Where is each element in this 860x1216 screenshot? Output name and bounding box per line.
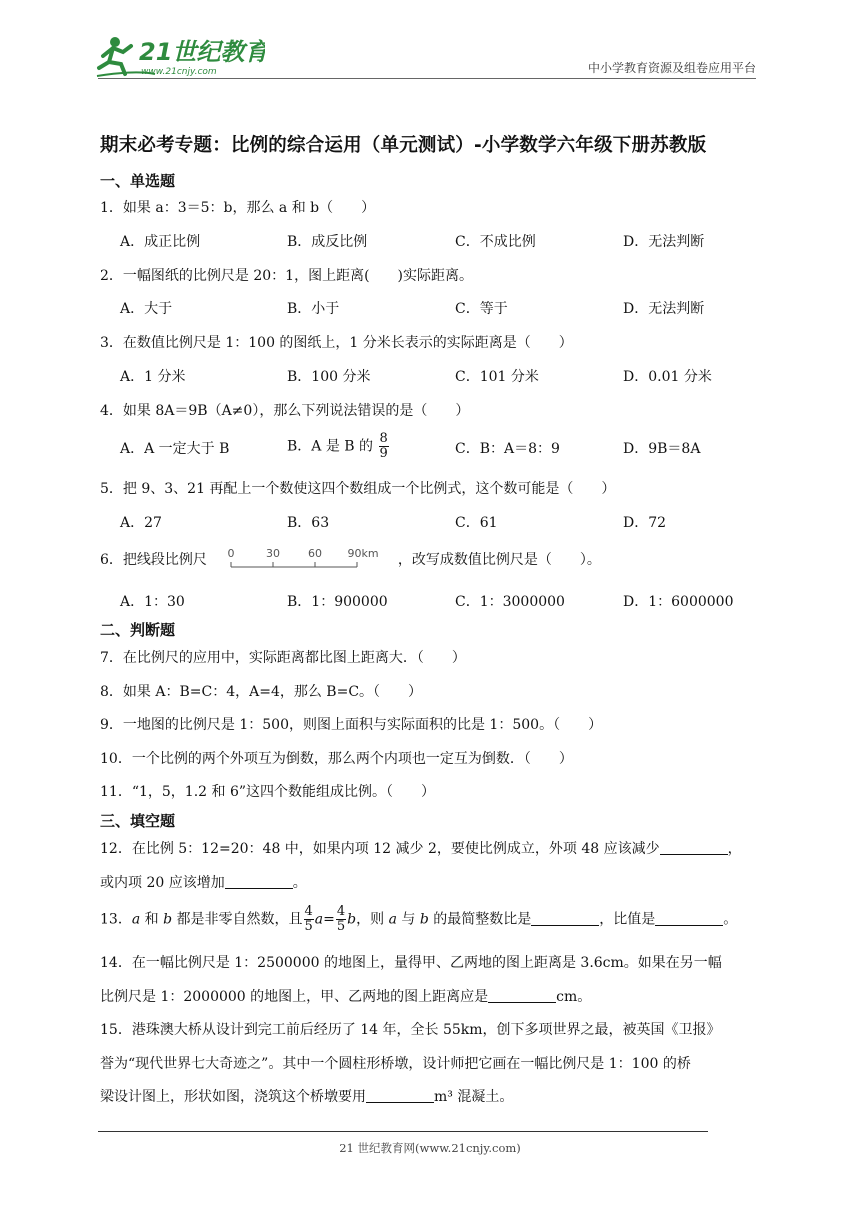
equals-sign: = xyxy=(323,911,335,928)
var-b: b xyxy=(347,911,357,928)
fraction xyxy=(379,432,389,461)
section-heading-single-choice: 一、单选题 xyxy=(100,172,176,190)
header-divider xyxy=(98,78,756,79)
q12-text-2: 或内项 20 应该增加 xyxy=(100,875,225,891)
q12-punct: ， xyxy=(727,841,742,857)
question-14-line-2 xyxy=(100,986,591,1006)
q3-option-d: D．0.01 分米 xyxy=(623,369,712,385)
fraction xyxy=(304,905,314,934)
answer-blank[interactable] xyxy=(655,911,723,926)
q3-option-b: B．100 分米 xyxy=(287,369,371,385)
q2-option-d: D．无法判断 xyxy=(623,301,705,317)
question-11: 11．“1，5，1.2 和 6”这四个数能组成比例。（ ） xyxy=(100,784,436,800)
fraction-numerator: 4 xyxy=(336,904,346,919)
question-15-line-3 xyxy=(100,1086,513,1106)
fraction-numerator: 8 xyxy=(379,431,388,446)
question-8: 8．如果 A：B=C：4，A=4，那么 B=C。（ ） xyxy=(100,684,423,700)
scale-label-30: 30 xyxy=(266,547,281,560)
fraction-denominator: 5 xyxy=(336,919,346,934)
q1-option-d: D．无法判断 xyxy=(623,234,705,250)
section-heading-fill-blank: 三、填空题 xyxy=(100,812,176,830)
q6-option-d: D．1：6000000 xyxy=(623,594,734,610)
q12-punct-2: 。 xyxy=(292,875,307,891)
question-3: 3．在数值比例尺是 1：100 的图纸上，1 分米长表示的实际距离是（ ） xyxy=(100,335,573,351)
question-9: 9．一地图的比例尺是 1：500，则图上面积与实际面积的比是 1：500。（ ） xyxy=(100,717,603,733)
q14-unit: cm。 xyxy=(556,989,592,1005)
q1-option-b: B．成反比例 xyxy=(287,234,368,250)
question-15-line-2: 誉为“现代世界七大奇迹之”。其中一个圆柱形桥墩，设计师把它画在一幅比例尺是 1：100 的桥 xyxy=(100,1056,691,1072)
var-a: a xyxy=(131,911,141,928)
question-12-line-1 xyxy=(100,838,742,858)
section-heading-true-false: 二、判断题 xyxy=(100,621,176,639)
answer-blank[interactable] xyxy=(225,874,293,889)
question-4: 4．如果 8A＝9B（A≠0），那么下列说法错误的是（ ） xyxy=(100,403,470,419)
fraction-denominator: 9 xyxy=(379,446,388,461)
question-13 xyxy=(100,905,737,934)
answer-blank[interactable] xyxy=(488,988,556,1003)
fraction xyxy=(336,905,346,934)
q15-unit: m³ 混凝土。 xyxy=(434,1089,514,1105)
q6-option-a: A．1：30 xyxy=(120,594,185,610)
q4-option-a: A．A 一定大于 B xyxy=(120,441,230,457)
q13-text: ，则 xyxy=(356,911,389,928)
question-12-line-2 xyxy=(100,872,307,892)
question-10: 10．一个比例的两个外项互为倒数，那么两个内项也一定互为倒数．（ ） xyxy=(100,751,573,767)
question-5: 5．把 9、3、21 再配上一个数使这四个数组成一个比例式，这个数可能是（ ） xyxy=(100,481,616,497)
q5-option-a: A．27 xyxy=(120,515,162,531)
question-14-line-1: 14．在一幅比例尺是 1：2500000 的地图上，量得甲、乙两地的图上距离是 3.6cm。如果在另一幅 xyxy=(100,955,722,971)
q5-option-d: D．72 xyxy=(623,515,667,531)
platform-label: 中小学教育资源及组卷应用平台 xyxy=(587,61,756,75)
q1-option-a: A．成正比例 xyxy=(120,234,201,250)
q13-text: 与 xyxy=(396,911,420,928)
page-title: 期末必考专题：比例的综合运用（单元测试）-小学数学六年级下册苏教版 xyxy=(100,135,707,156)
q2-option-a: A．大于 xyxy=(120,301,173,317)
q12-text: 12．在比例 5：12=20：48 中，如果内项 12 减少 2，要使比例成立，外项 48 应该减少 xyxy=(100,841,660,857)
q14-text-2: 比例尺是 1：2000000 的地图上，甲、乙两地的图上距离应是 xyxy=(100,989,489,1005)
fraction-denominator: 5 xyxy=(304,919,313,934)
answer-blank[interactable] xyxy=(660,840,728,855)
footer-text: 21 世纪教育网(www.21cnjy.com) xyxy=(339,1141,521,1155)
fraction-numerator: 4 xyxy=(304,904,313,919)
q4-option-b-label: B．A 是 B 的 xyxy=(287,438,374,455)
scale-label-60: 60 xyxy=(308,547,323,560)
logo-text: 21世纪教育 xyxy=(139,38,265,66)
q13-text: 。 xyxy=(723,911,738,928)
q13-text: 和 xyxy=(140,911,164,928)
logo-url: www.21cnjy.com xyxy=(141,67,217,77)
q3-option-a: A．1 分米 xyxy=(120,369,186,385)
q4-option-c: C．B：A＝8：9 xyxy=(455,441,560,457)
question-7: 7．在比例尺的应用中，实际距离都比图上距离大．（ ） xyxy=(100,650,466,666)
q5-option-c: C．61 xyxy=(455,515,498,531)
q5-option-b: B．63 xyxy=(287,515,330,531)
runner-logo-icon xyxy=(95,30,265,82)
var-a: a xyxy=(388,911,397,928)
q15-text-3: 梁设计图上，形状如图，浇筑这个桥墩要用 xyxy=(100,1089,366,1105)
line-scale-image xyxy=(217,545,387,575)
q2-option-c: C．等于 xyxy=(455,301,508,317)
question-1: 1．如果 a：3＝5：b，那么 a 和 b（ ） xyxy=(100,200,376,216)
question-15-line-1: 15．港珠澳大桥从设计到完工前后经历了 14 年，全长 55km，创下多项世界之最，被英国《卫报》 xyxy=(100,1022,721,1038)
q2-option-b: B．小于 xyxy=(287,301,340,317)
var-b: b xyxy=(419,911,429,928)
scale-label-0: 0 xyxy=(227,547,235,560)
q13-number: 13． xyxy=(100,911,132,928)
answer-blank[interactable] xyxy=(366,1088,434,1103)
q13-text: 都是非零自然数，且 xyxy=(172,911,303,928)
q1-option-c: C．不成比例 xyxy=(455,234,536,250)
var-b: b xyxy=(163,911,173,928)
q6-text-before: 6．把线段比例尺 xyxy=(100,552,207,568)
question-6 xyxy=(100,545,601,575)
scale-label-90km: 90km xyxy=(347,547,379,560)
q13-text: 的最简整数比是 xyxy=(428,911,532,928)
var-a: a xyxy=(314,911,324,928)
q3-option-c: C．101 分米 xyxy=(455,369,539,385)
q6-option-b: B．1：900000 xyxy=(287,594,388,610)
site-logo xyxy=(95,30,265,82)
q13-text: ，比值是 xyxy=(599,911,656,928)
q6-text-after: ，改写成数值比例尺是（ ）。 xyxy=(397,552,601,568)
answer-blank[interactable] xyxy=(531,911,599,926)
footer-divider xyxy=(98,1131,708,1132)
q4-option-b xyxy=(287,432,390,461)
question-2: 2．一幅图纸的比例尺是 20：1，图上距离( )实际距离。 xyxy=(100,268,474,284)
q4-option-d: D．9B＝8A xyxy=(623,441,701,457)
q6-option-c: C．1：3000000 xyxy=(455,594,565,610)
